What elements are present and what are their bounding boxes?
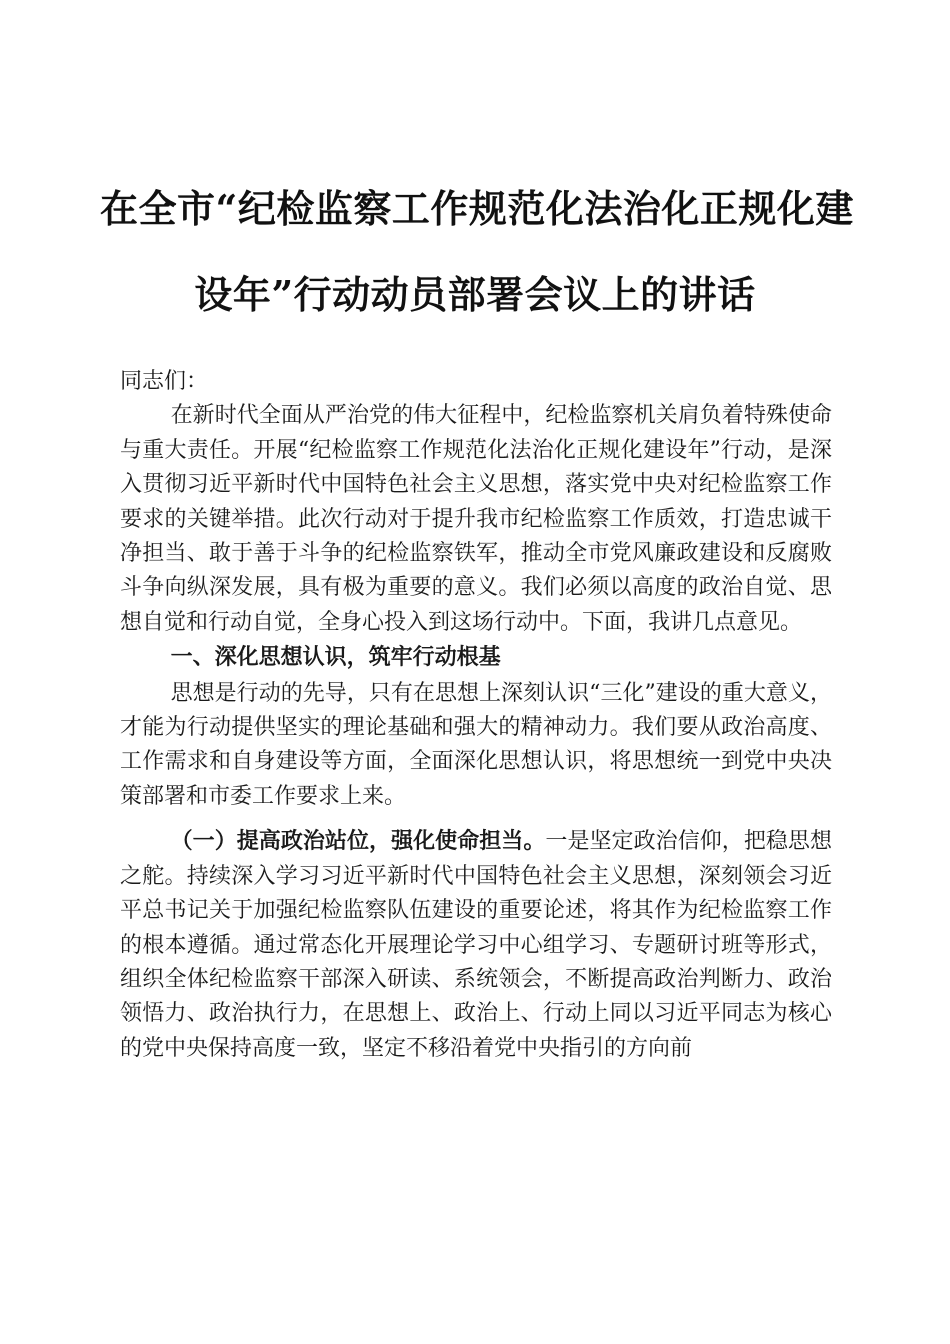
salutation: 同志们： [120, 369, 209, 394]
paragraph-section-1: 思想是行动的先导，只有在思想上深刻认识“三化”建设的重大意义，才能为行动提供坚实的理论基础和强大的精神动力。我们要从政治高度、工作需求和自身建设等方面，全面深化思想认识，将思想统一到党中央决策部署和市委工作要求上来。 [120, 680, 832, 809]
section-heading-1: 一、深化思想认识，筑牢行动根基 [170, 645, 501, 671]
title-line-1: 在全市“纪检监察工作规范化法治化正规化建 [100, 186, 854, 231]
paragraph-intro: 在新时代全面从严治党的伟大征程中，纪检监察机关肩负着特殊使命与重大责任。开展“纪检监察工作规范化法治化正规化建设年”行动，是深入贯彻习近平新时代中国特色社会主义思想，落实党中央对纪检监察工作要求的关键举措。此次行动对于提升我市纪检监察工作质效，打造忠诚干净担当、敢于善于斗争的纪检监察铁军，推动全市党风廉政建设和反腐败斗争向纵深发展，具有极为重要的意义。我们必须以高度的政治自觉、思想自觉和行动自觉，全身心投入到这场行动中。下面，我讲几点意见。 [120, 403, 832, 635]
subsection-text-1: 一是坚定政治信仰，把稳思想之舵。持续深入学习习近平新时代中国特色社会主义思想，深刻领会习近平总书记关于加强纪检监察队伍建设的重要论述，将其作为纪检监察工作的根本遵循。通过常态化开展理论学习中心组学习、专题研讨班等形式，组织全体纪检监察干部深入研读、系统领会，不断提高政治判断力、政治领悟力、政治执行力，在思想上、政治上、行动上同以习近平同志为核心的党中央保持高度一致，坚定不移沿着党中央指引的方向前 [120, 829, 832, 1061]
document-title [100, 166, 854, 338]
title-line-2: 设年”行动动员部署会议上的讲话 [194, 272, 756, 317]
document-body [120, 365, 832, 1066]
subsection-heading-1: （一）提高政治站位，强化使命担当。 [170, 828, 546, 855]
paragraph-subsection-1 [120, 824, 832, 1066]
